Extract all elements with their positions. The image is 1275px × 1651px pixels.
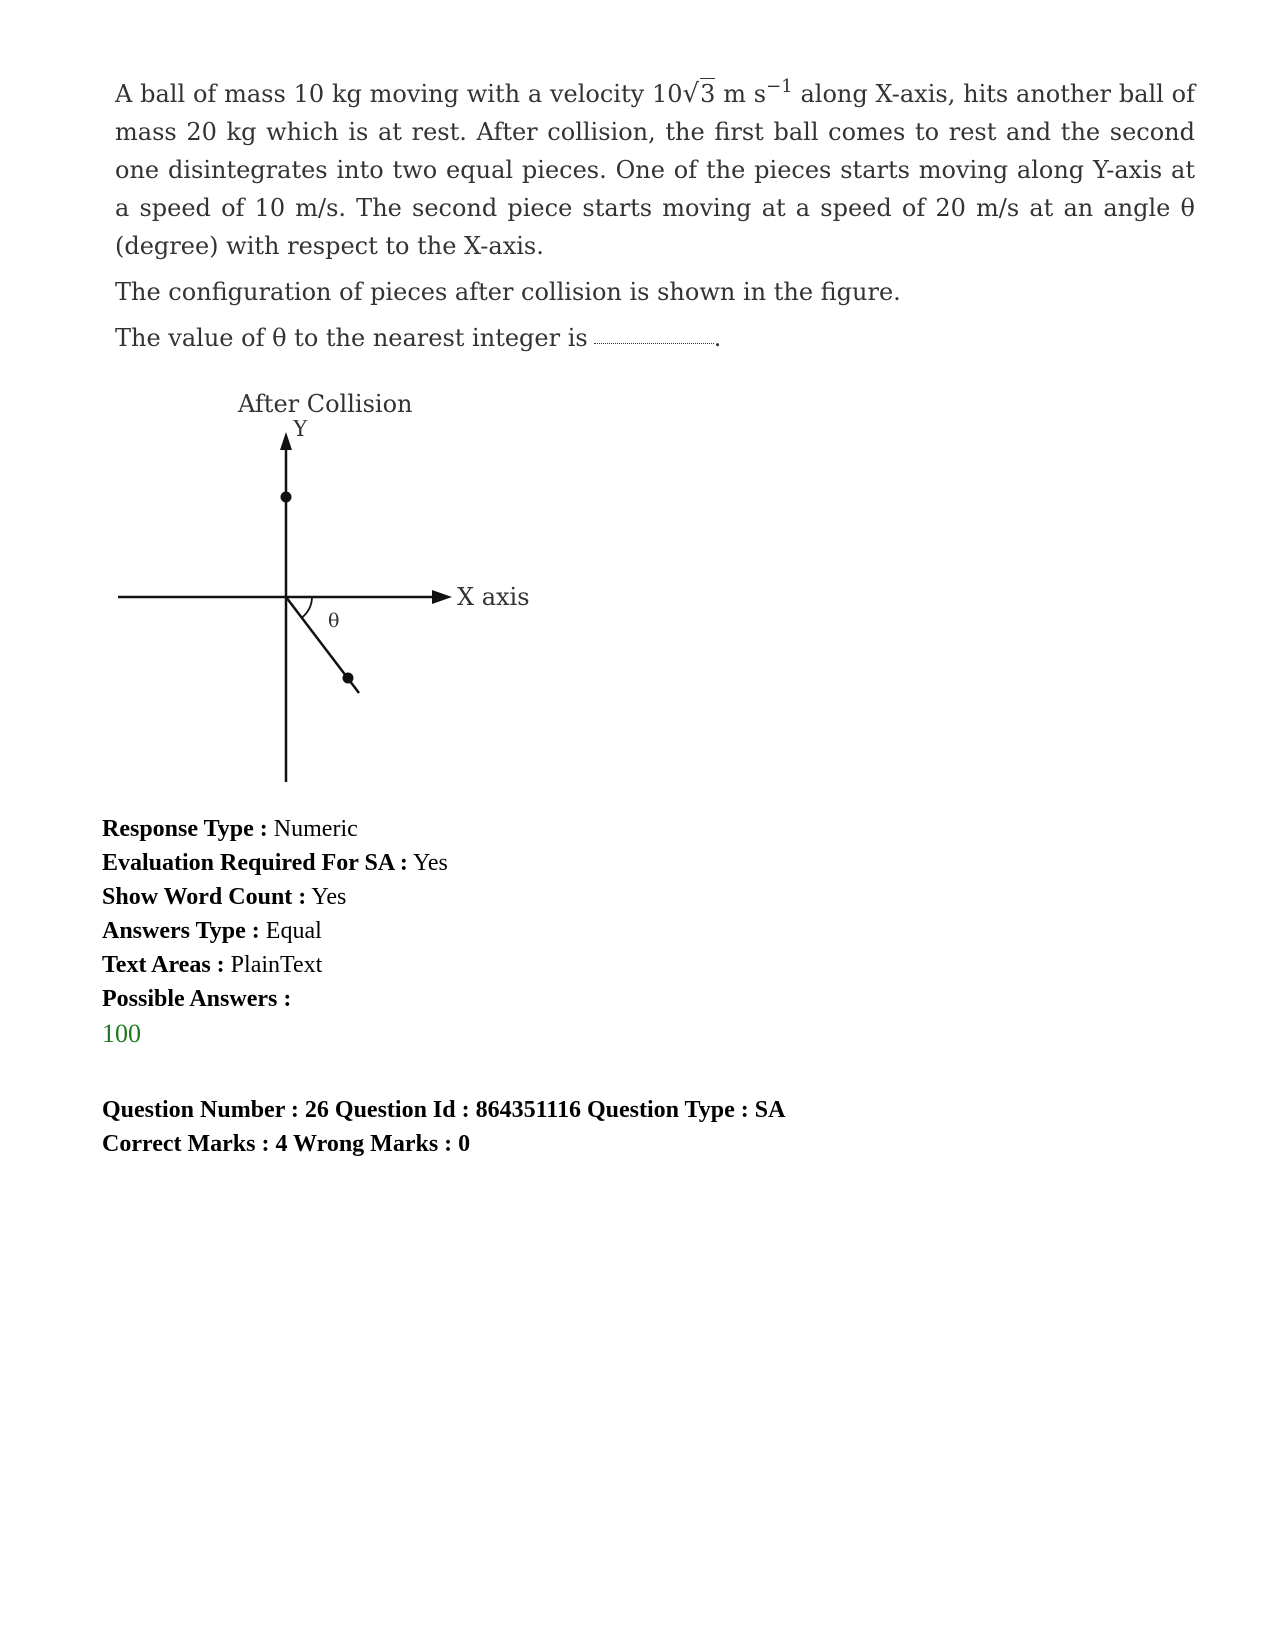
y-axis-label: Y xyxy=(293,420,308,442)
y-axis-arrow-icon xyxy=(280,432,292,450)
response-type-key: Response Type : xyxy=(102,816,268,842)
collision-diagram xyxy=(100,420,560,790)
piece-one-dot xyxy=(281,492,292,503)
answer-blank xyxy=(594,342,714,344)
evaluation-row xyxy=(102,846,448,880)
question-number-row: Question Number : 26 Question Id : 864351116 Question Type : SA xyxy=(102,1097,786,1123)
question-text-start: A ball of mass 10 kg moving with a velocity xyxy=(115,80,652,108)
question-paragraph xyxy=(115,68,1195,265)
collision-figure xyxy=(100,420,560,795)
text-areas-key: Text Areas : xyxy=(102,952,225,978)
answers-type-value: Equal xyxy=(265,918,322,944)
evaluation-key: Evaluation Required For SA : xyxy=(102,850,408,876)
text-areas-value: PlainText xyxy=(230,952,323,978)
velocity-unit: m s xyxy=(715,80,767,108)
sqrt-symbol-icon: √ xyxy=(682,79,700,109)
question-prompt-text: The value of θ to the nearest integer is xyxy=(115,324,588,352)
velocity-exponent: −1 xyxy=(766,76,793,97)
velocity-expression xyxy=(652,76,793,109)
question-prompt: The value of θ to the nearest integer is . xyxy=(115,324,722,352)
figure-caption: After Collision xyxy=(238,390,413,418)
response-type-row xyxy=(102,812,448,846)
response-metadata xyxy=(102,812,448,1052)
word-count-value: Yes xyxy=(311,884,347,910)
question-footer xyxy=(102,1093,785,1161)
x-axis-label: X axis xyxy=(457,583,530,611)
angle-label: θ xyxy=(328,610,340,632)
question-text-rest: along X-axis, hits another ball of mass 20 kg which is at rest. After collision, the first ball comes to rest and the second one disintegrates into two equal pieces. One of the pieces starts moving along Y-axis at a speed of 10 m/s. The second piece starts moving at a speed of 20 m/s at an angle θ (degree) with respect to the X-axis. xyxy=(115,80,1195,260)
word-count-row xyxy=(102,880,448,914)
question-figure-reference: The configuration of pieces after collision is shown in the figure. xyxy=(115,278,901,306)
angle-arc xyxy=(302,597,312,618)
x-axis-arrow-icon xyxy=(432,590,452,604)
velocity-coefficient: 10 xyxy=(652,80,683,108)
answers-type-row xyxy=(102,914,448,948)
piece-two-dot xyxy=(343,673,354,684)
possible-answer-value: 100 xyxy=(102,1019,141,1048)
possible-answers-row xyxy=(102,982,448,1016)
response-type-value: Numeric xyxy=(273,816,358,842)
velocity-root: 3 xyxy=(700,80,716,108)
word-count-key: Show Word Count : xyxy=(102,884,307,910)
text-areas-row xyxy=(102,948,448,982)
marks-row: Correct Marks : 4 Wrong Marks : 0 xyxy=(102,1131,471,1157)
possible-answers-key: Possible Answers : xyxy=(102,986,292,1012)
answers-type-key: Answers Type : xyxy=(102,918,260,944)
question-text xyxy=(115,68,1195,357)
evaluation-value: Yes xyxy=(412,850,448,876)
